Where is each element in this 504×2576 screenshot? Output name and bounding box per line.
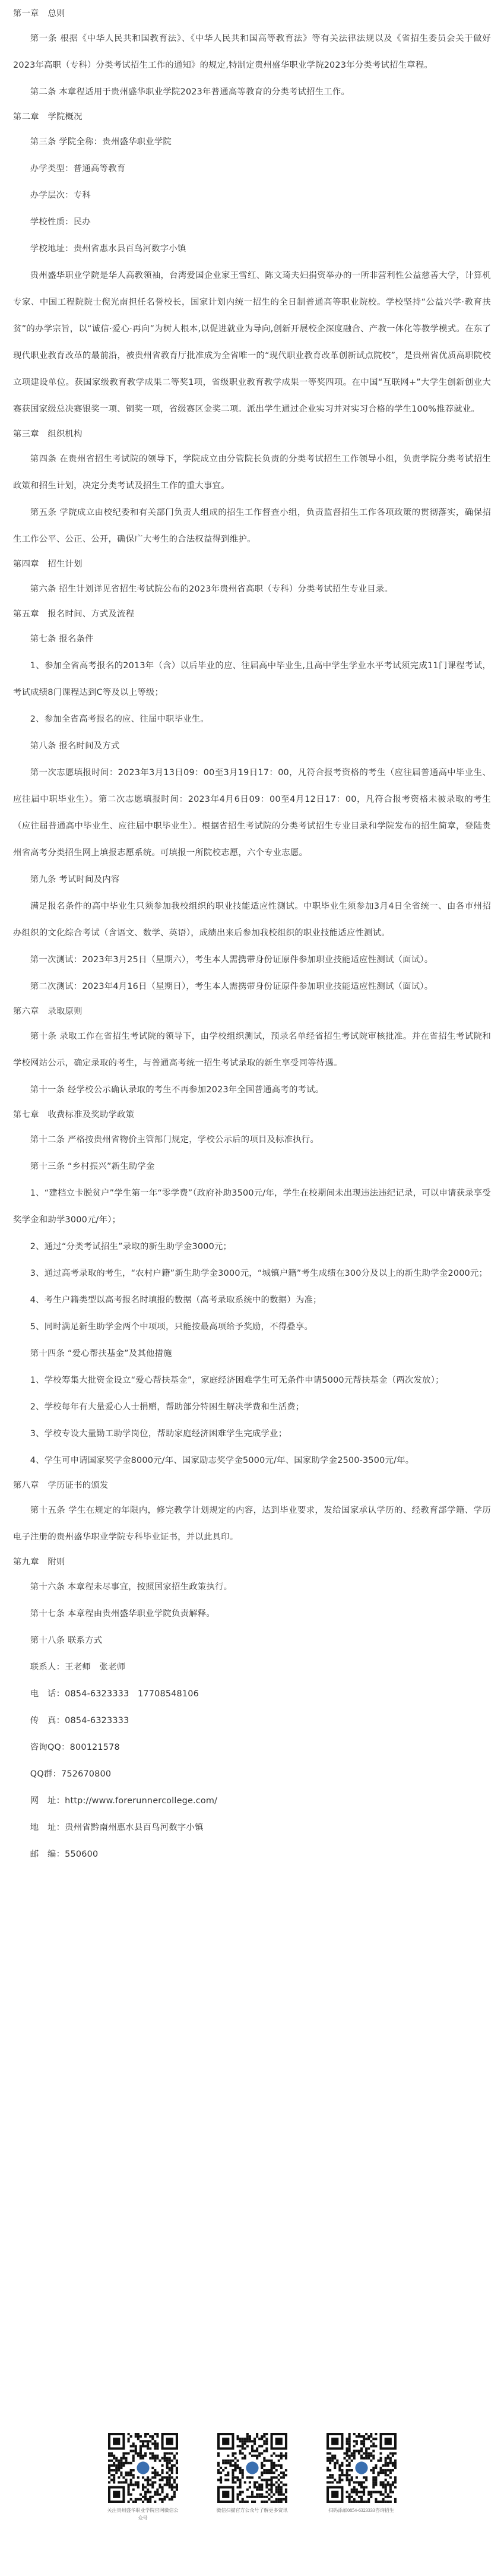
chapter-heading: 第二章 学院概况 <box>13 112 83 122</box>
paragraph: 第九条 考试时间及内容 <box>30 875 120 884</box>
paragraph: 联系人：王老师 张老师 <box>30 1662 126 1672</box>
paragraph: 1、参加全省高考报名的2013年（含）以后毕业的应、往届高中毕业生,且高中学生学业水平考试须完成11门课程考试，考试成绩8门课程达到C等及以上等级； <box>13 661 491 697</box>
qr-caption: 关注贵州盛华职业学院官网微信公众号 <box>107 2508 179 2521</box>
chapter-heading: 第一章 总则 <box>13 9 65 18</box>
qr-code-icon <box>327 2433 397 2503</box>
paragraph: QQ群：752670800 <box>30 1769 112 1779</box>
paragraph: 1、学校筹集大批资金设立“爱心帮扶基金”，家庭经济困难学生可无条件申请5000元帮扶基金（两次发放）； <box>30 1376 444 1385</box>
qr-code-row <box>0 2433 504 2546</box>
paragraph: 第八条 报名时间及方式 <box>30 741 120 751</box>
paragraph: 1、“建档立卡脱贫户”学生第一年“零学费”（政府补助3500元/年，学生在校期间未出现违法违纪记录，可以申请获录享受奖学金和助学3000元/年）； <box>13 1189 491 1225</box>
chapter-heading: 第五章 报名时间、方式及流程 <box>13 609 135 619</box>
paragraph: 2、参加全省高考报名的应、往届中职毕业生。 <box>30 715 209 724</box>
paragraph: 第十八条 联系方式 <box>30 1636 103 1645</box>
chapter-heading: 第三章 组织机构 <box>13 429 83 439</box>
chapter-heading: 第八章 学历证书的颁发 <box>13 1481 109 1490</box>
qr-code-icon <box>108 2433 178 2503</box>
paragraph: 第十条 录取工作在省招生考试院的领导下，由学校组织测试，预录名单经省招生考试院审核批准。并在省招生考试院和学校网站公示，确定录取的考生，与普通高考统一招生考试录取的新生享受同等待遇。 <box>13 1032 491 1068</box>
paragraph: 学校地址：贵州省惠水县百鸟河数字小镇 <box>30 244 186 254</box>
chapter-heading: 第九章 附则 <box>13 1557 65 1567</box>
qr-code-icon <box>217 2433 287 2503</box>
paragraph: 3、学校专设大量勤工助学岗位，帮助家庭经济困难学生完成学业； <box>30 1429 287 1439</box>
qr-item <box>324 2433 399 2546</box>
paragraph: 第十四条 “爱心帮扶基金”及其他措施 <box>30 1349 172 1358</box>
paragraph: 第一次志愿填报时间：2023年3月13日09：00至3月19日17：00，凡符合报考资格的考生（应往届普通高中毕业生、应往届中职毕业生）。第二次志愿填报时间：2023年4月6日09：00至4月12日17：00，凡符合报考资格未被录取的考生（应往届普通高中毕业生、应往届中职毕业生）。根据省招生考试院的分类考试招生专业目录和学院发布的招生简章，登陆贵州省高考分类招生网上填报志愿系统。可填报一所院校志愿，六个专业志愿。 <box>13 768 491 858</box>
paragraph: 办学层次：专科 <box>30 191 91 200</box>
paragraph: 4、学生可申请国家奖学金8000元/年、国家励志奖学金5000元/年、国家助学金2500-3500元/年。 <box>30 1456 414 1465</box>
paragraph: 第五条 学院成立由校纪委和有关部门负责人组成的招生工作督查小组，负责监督招生工作各项政策的贯彻落实，确保招生工作公平、公正、公开，确保广大考生的合法权益得到维护。 <box>13 508 491 544</box>
qr-caption: 扫码添加0854-6323333咨询招生 <box>328 2508 394 2513</box>
paragraph: 4、考生户籍类型以高考报名时填报的数据（高考录取系统中的数据）为准； <box>30 1295 322 1305</box>
paragraph: 第十六条 本章程未尽事宜，按照国家招生政策执行。 <box>30 1582 233 1592</box>
paragraph: 2、学校每年有大量爱心人士捐赠，帮助部分特困生解决学费和生活费； <box>30 1402 305 1412</box>
paragraph: 办学类型：普通高等教育 <box>30 164 126 173</box>
paragraph: 第十三条 “乡村振兴”新生助学金 <box>30 1162 155 1171</box>
qr-item <box>106 2433 180 2546</box>
qr-item <box>215 2433 290 2546</box>
paragraph: 第二条 本章程适用于贵州盛华职业学院2023年普通高等教育的分类考试招生工作。 <box>30 87 350 97</box>
paragraph: 第十五条 学生在规定的年限内，修完教学计划规定的内容，达到毕业要求，发给国家承认学历的、经教育部学籍、学历电子注册的贵州盛华职业学院专科毕业证书，并以此具印。 <box>13 1506 491 1542</box>
paragraph: 贵州盛华职业学院是华人高教领袖，台湾爱国企业家王雪红、陈文琦夫妇捐资举办的一所非营利性公益慈善大学，计算机专家、中国工程院院士倪光南担任名誉校长，国家计划内统一招生的全日制普通高等职业院校。学校坚持“公益兴学·教育扶贫”的办学宗旨，以“诚信·爱心·再向”为树人根本,以促进就业为导向,创新开展校企深度融合、产教一体化等教学模式。在东了现代职业教育改革的最前沿，被贵州省教育厅批准成为全省唯一的“现代职业教育改革创新试点院校”，是贵州省优质高职院校立项建设单位。获国家级教育教学成果二等奖1项，省级职业教育教学成果一等奖四项。在中国“互联网+”大学生创新创业大赛获国家级总决赛银奖一项、铜奖一项，省级赛区金奖二项。派出学生通过企业实习并对实习合格的学生100%推荐就业。 <box>13 271 491 414</box>
qr-caption: 微信扫描官方公众号了解更多资讯 <box>216 2508 288 2513</box>
paragraph: 第一条 根据《中华人民共和国教育法》、《中华人民共和国高等教育法》等有关法律法规以及《省招生委员会关于做好2023年高职（专科）分类考试招生工作的通知》的规定,特制定贵州盛华职业学院2023年分类考试招生章程。 <box>13 34 491 70</box>
paragraph: 传 真：0854-6323333 <box>30 1716 129 1725</box>
paragraph: 第四条 在贵州省招生考试院的领导下，学院成立由分管院长负责的分类考试招生工作领导小组，负责学院分类考试招生政策和招生计划，决定分类考试及招生工作的重大事宜。 <box>13 454 491 491</box>
paragraph: 第十七条 本章程由贵州盛华职业学院负责解释。 <box>30 1609 215 1619</box>
paragraph: 第十二条 严格按贵州省物价主管部门规定，学校公示后的项目及标准执行。 <box>30 1135 319 1145</box>
paragraph: 第六条 招生计划详见省招生考试院公布的2023年贵州省高职（专科）分类考试招生专业目录。 <box>30 584 394 594</box>
paragraph: 2、通过“分类考试招生”录取的新生助学金3000元； <box>30 1242 232 1251</box>
chapter-heading: 第四章 招生计划 <box>13 560 83 569</box>
paragraph: 第一次测试：2023年3月25日（星期六），考生本人需携带身份证原件参加职业技能适应性测试（面试）。 <box>30 955 433 965</box>
paragraph: 5、同时满足新生助学金两个中项项，只能按最高项给予奖励，不得叠享。 <box>30 1322 313 1332</box>
chapter-heading: 第六章 录取原则 <box>13 1007 83 1016</box>
paragraph: 第七条 报名条件 <box>30 634 94 644</box>
paragraph: 3、通过高考录取的考生，“农村户籍”新生助学金3000元，“城镇户籍”考生成绩在300分及以上的新生助学金2000元； <box>30 1269 488 1278</box>
chapter-heading: 第七章 收费标准及奖助学政策 <box>13 1110 135 1120</box>
paragraph: 邮 编：550600 <box>30 1850 99 1859</box>
paragraph[interactable]: 网 址：http://www.forerunnercollege.com/ <box>30 1796 218 1806</box>
paragraph: 电 话：0854-6323333 17708548106 <box>30 1689 199 1699</box>
paragraph: 第二次测试：2023年4月16日（星期日），考生本人需携带身份证原件参加职业技能适应性测试（面试）。 <box>30 982 433 991</box>
paragraph: 学校性质：民办 <box>30 217 91 227</box>
paragraph: 地 址：贵州省黔南州惠水县百鸟河数字小镇 <box>30 1823 204 1832</box>
paragraph: 第三条 学院全称：贵州盛华职业学院 <box>30 137 172 147</box>
paragraph: 满足报名条件的高中毕业生只须参加我校组织的职业技能适应性测试。中职毕业生须参加3月4日全省统一、由各市州招办组织的文化综合考试（含语文、数学、英语），成绩出来后参加我校组织的职业技能适应性测试。 <box>13 902 491 938</box>
paragraph: 第十一条 经学校公示确认录取的考生不再参加2023年全国普通高考的考试。 <box>30 1085 324 1095</box>
paragraph: 咨询QQ：800121578 <box>30 1743 120 1752</box>
